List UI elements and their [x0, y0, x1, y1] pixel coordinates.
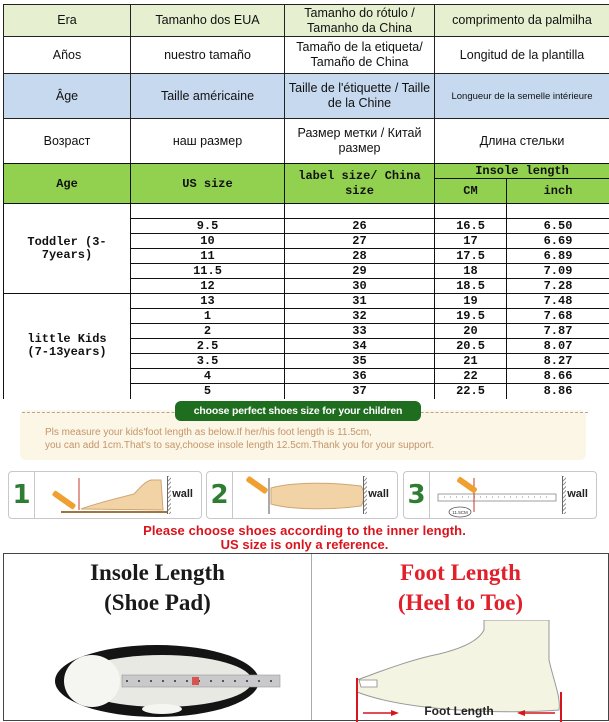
cm-cell	[435, 204, 507, 219]
cm-cell: 20.5	[435, 339, 507, 354]
portuguese-row	[4, 5, 609, 37]
inch-cell: 7.48	[507, 294, 609, 309]
foot-length-title: Foot Length	[400, 560, 521, 585]
cm-cell: 17	[435, 234, 507, 249]
header-cell: Размер метки / Китай размер	[285, 119, 435, 164]
cm-header: CM	[435, 179, 507, 204]
cm-cell: 16.5	[435, 219, 507, 234]
measure-guide-banner	[10, 398, 600, 468]
foot-length-label: Foot Length	[424, 704, 494, 718]
inch-cell: 8.27	[507, 354, 609, 369]
china-size-cell: 32	[285, 309, 435, 324]
us-size-cell: 5	[131, 384, 285, 399]
us-size-cell: 11	[131, 249, 285, 264]
step-2-panel	[206, 471, 398, 519]
age-header: Age	[4, 164, 131, 204]
label-size-header	[285, 164, 435, 204]
guide-text-line-2: you can add 1cm.That's to say,choose insole length 12.5cm.Thank you for your support.	[45, 440, 435, 451]
heel-to-toe-subtitle: (Heel to Toe)	[397, 590, 524, 615]
table-row	[4, 294, 609, 309]
header-cell: Tamanho dos EUA	[131, 5, 285, 37]
step-1-panel	[8, 471, 202, 519]
cm-cell: 17.5	[435, 249, 507, 264]
shoe-pad-subtitle: (Shoe Pad)	[104, 590, 211, 615]
cm-cell: 18	[435, 264, 507, 279]
us-size-cell: 4	[131, 369, 285, 384]
header-cell: Длина стельки	[435, 119, 609, 164]
ruler-measure-icon	[434, 474, 564, 518]
inch-cell: 7.87	[507, 324, 609, 339]
header-cell: наш размер	[131, 119, 285, 164]
step-3-panel	[403, 471, 597, 519]
wall-icon	[363, 476, 367, 514]
us-size-cell	[131, 204, 285, 219]
svg-text:11.5CM: 11.5CM	[452, 510, 468, 515]
inch-cell: 7.28	[507, 279, 609, 294]
warning-line-1: Please choose shoes according to the inner length.	[143, 523, 466, 538]
cm-cell: 19.5	[435, 309, 507, 324]
us-size-cell: 13	[131, 294, 285, 309]
inch-cell: 6.69	[507, 234, 609, 249]
warning-line-2: US size is only a reference.	[220, 537, 389, 552]
us-size-cell: 1	[131, 309, 285, 324]
cm-cell: 21	[435, 354, 507, 369]
insole-vs-foot-comparison	[3, 553, 609, 721]
header-cell: Âge	[4, 74, 131, 119]
china-size-cell: 34	[285, 339, 435, 354]
header-cell: Tamaño de la etiqueta/ Tamaño de China	[285, 37, 435, 74]
china-size-cell: 36	[285, 369, 435, 384]
russian-row	[4, 119, 609, 164]
header-cell: Tamanho do rótulo / Tamanho da China	[285, 5, 435, 37]
us-size-cell: 11.5	[131, 264, 285, 279]
us-size-cell: 10	[131, 234, 285, 249]
spanish-row	[4, 37, 609, 74]
shoe-insole-measure-image	[42, 639, 292, 719]
header-cell: comprimento da palmilha	[435, 5, 609, 37]
header-cell: Taille américaine	[131, 74, 285, 119]
wall-icon	[167, 476, 171, 514]
guide-title: choose perfect shoes size for your children	[175, 401, 421, 421]
step-number: 2	[207, 472, 233, 518]
inch-cell: 7.68	[507, 309, 609, 324]
wall-icon	[562, 476, 566, 514]
cm-cell: 18.5	[435, 279, 507, 294]
age-group-cell: little Kids (7-13years)	[4, 294, 131, 399]
us-size-cell: 2.5	[131, 339, 285, 354]
header-cell: Años	[4, 37, 131, 74]
header-cell: Longitud de la plantilla	[435, 37, 609, 74]
header-cell: Longueur de la semelle intérieure	[435, 74, 609, 119]
french-row	[4, 74, 609, 119]
header-cell: Era	[4, 5, 131, 37]
cm-cell: 20	[435, 324, 507, 339]
foot-top-measure-icon	[237, 474, 367, 518]
us-size-header: US size	[131, 164, 285, 204]
china-size-cell: 33	[285, 324, 435, 339]
wall-label: wall	[567, 488, 588, 500]
header-cell: Возраст	[4, 119, 131, 164]
wall-label: wall	[368, 488, 389, 500]
china-size-cell: 26	[285, 219, 435, 234]
multilingual-header-table	[3, 4, 609, 164]
foot-side-measure-icon	[39, 474, 169, 518]
china-size-cell	[285, 204, 435, 219]
age-group-cell: Toddler (3-7years)	[4, 204, 131, 294]
cm-cell: 22.5	[435, 384, 507, 399]
wall-label: wall	[172, 488, 193, 500]
us-size-cell: 9.5	[131, 219, 285, 234]
header-cell: nuestro tamaño	[131, 37, 285, 74]
china-size-cell: 29	[285, 264, 435, 279]
cm-cell: 22	[435, 369, 507, 384]
china-size-cell: 27	[285, 234, 435, 249]
insole-length-title: Insole Length	[90, 560, 225, 585]
inch-header: inch	[507, 179, 609, 204]
inch-cell	[507, 204, 609, 219]
guide-text-line-1: Pls measure your kids'foot length as below.If her/his foot length is 11.5cm,	[45, 427, 372, 438]
step-number: 3	[404, 472, 430, 518]
china-size-cell: 31	[285, 294, 435, 309]
inch-cell: 6.89	[507, 249, 609, 264]
us-size-cell: 12	[131, 279, 285, 294]
china-size-cell: 37	[285, 384, 435, 399]
size-chart-table	[3, 163, 609, 399]
cm-cell: 19	[435, 294, 507, 309]
china-size-cell: 28	[285, 249, 435, 264]
china-size-cell: 30	[285, 279, 435, 294]
inch-cell: 8.86	[507, 384, 609, 399]
inch-cell: 8.66	[507, 369, 609, 384]
header-cell: Taille de l'étiquette / Taille de la Chine	[285, 74, 435, 119]
inch-cell: 7.09	[507, 264, 609, 279]
insole-length-header: Insole length	[435, 164, 609, 179]
label-size-text: label size/ China size	[298, 168, 421, 198]
step-number: 1	[9, 472, 35, 518]
table-row	[4, 204, 609, 219]
inch-cell: 6.50	[507, 219, 609, 234]
china-size-cell: 35	[285, 354, 435, 369]
inch-cell: 8.07	[507, 339, 609, 354]
us-size-cell: 2	[131, 324, 285, 339]
us-size-cell: 3.5	[131, 354, 285, 369]
